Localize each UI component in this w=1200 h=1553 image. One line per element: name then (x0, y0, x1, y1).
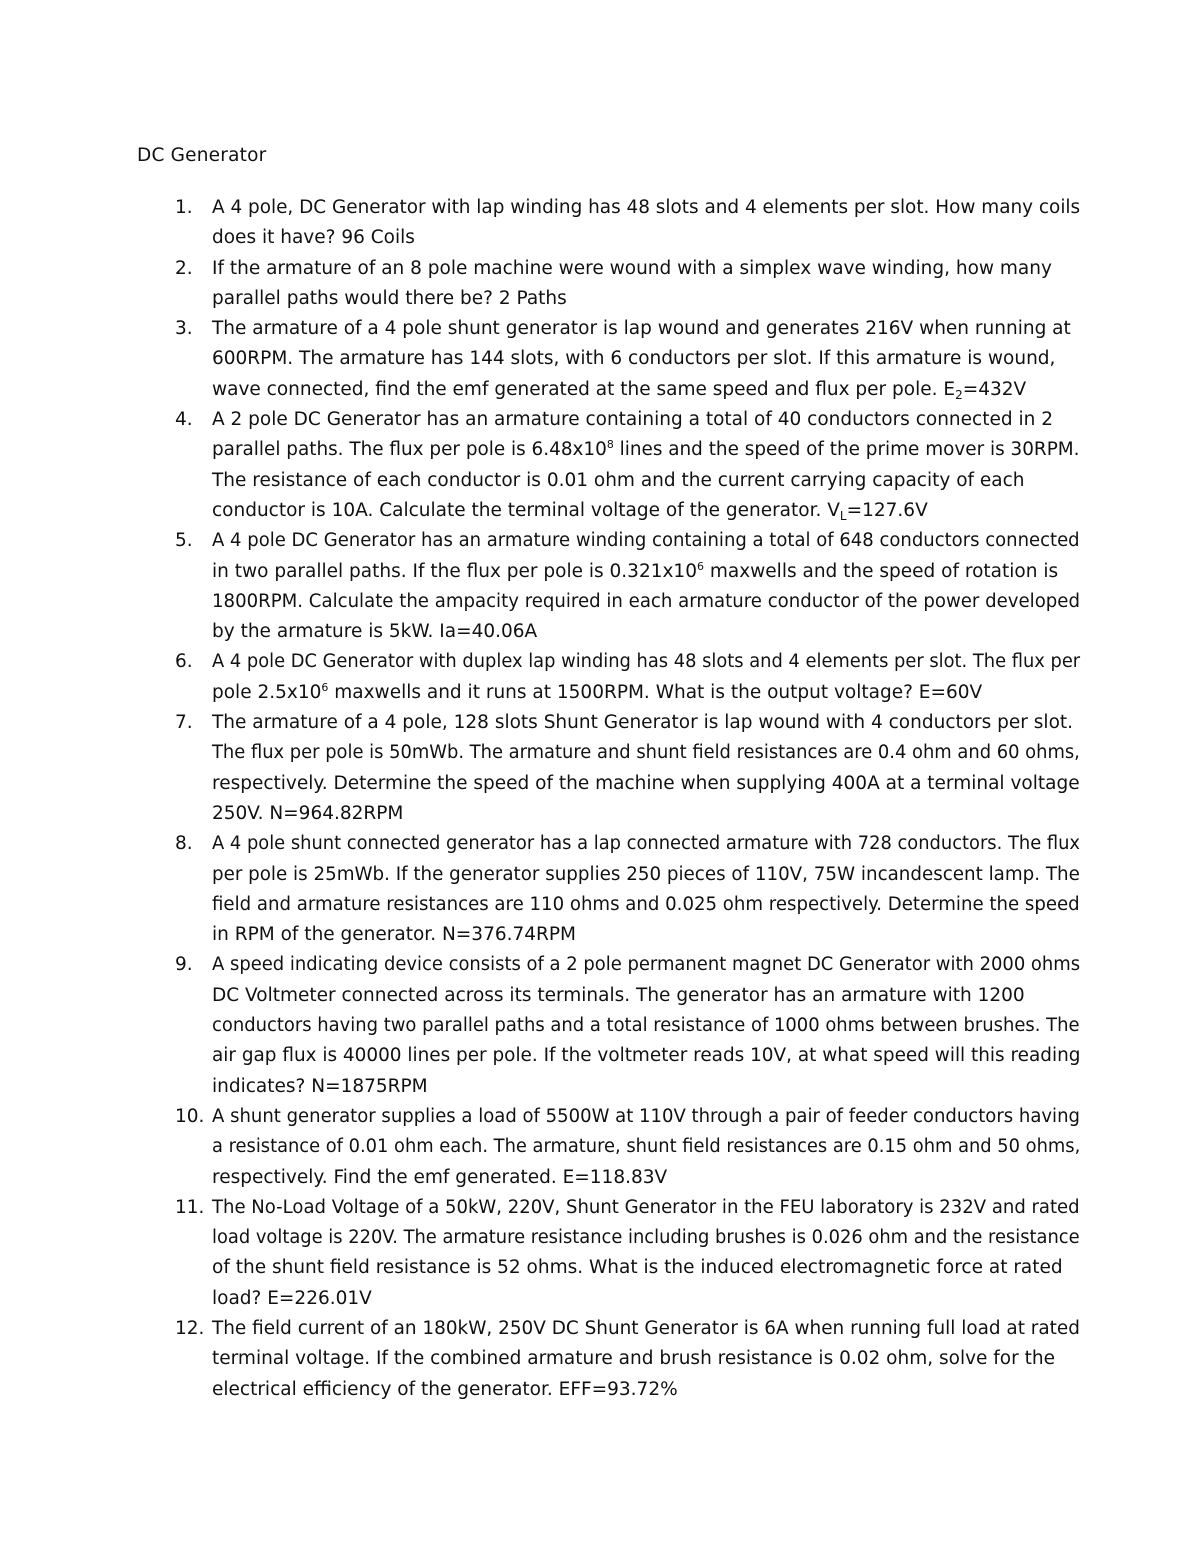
question-line: by the armature is 5kW. Ia=40.06A (212, 621, 538, 643)
question-line (212, 678, 1077, 708)
question-item (137, 193, 1081, 254)
question-line: terminal voltage. If the combined armature and brush resistance is 0.02 ohm, solve for the (212, 1348, 1055, 1370)
question-line: The armature of a 4 pole shunt generator is lap wound and generates 216V when running at (212, 318, 1071, 340)
question-number: 5. (175, 530, 193, 552)
question-line: A 4 pole, DC Generator with lap winding has 48 slots and 4 elements per slot. How many coils (212, 197, 1081, 218)
question-item (137, 1102, 1081, 1193)
question-number: 1. (175, 197, 193, 218)
question-line (212, 496, 1077, 526)
question-line: A 2 pole DC Generator has an armature containing a total of 40 conductors connected in 2 (212, 409, 1053, 431)
question-line: respectively. Find the emf generated. E=118.83V (212, 1166, 668, 1188)
question-line: DC Voltmeter connected across its terminals. The generator has an armature with 1200 (212, 984, 1025, 1006)
question-line: The field current of an 180kW, 250V DC Shunt Generator is 6A when running full load at rated (212, 1317, 1080, 1339)
question-line: A 4 pole DC Generator with duplex lap winding has 48 slots and 4 elements per slot. The flux per (212, 651, 1081, 673)
question-line: The No-Load Voltage of a 50kW, 220V, Shunt Generator in the FEU laboratory is 232V and rated (212, 1196, 1080, 1218)
question-number: 2. (175, 257, 193, 279)
question-number: 7. (175, 712, 193, 734)
question-line: The resistance of each conductor is 0.01 ohm and the current carrying capacity of each (212, 469, 1025, 491)
question-line: load voltage is 220V. The armature resistance including brushes is 0.026 ohm and the resistance (212, 1227, 1080, 1249)
question-line: electrical efficiency of the generator. EFF=93.72% (212, 1378, 678, 1400)
question-line: per pole is 25mWb. If the generator supplies 250 pieces of 110V, 75W incandescent lamp. The (212, 863, 1080, 885)
question-number: 10. (175, 1105, 205, 1127)
question-item (137, 950, 1081, 1101)
question-line: in RPM of the generator. N=376.74RPM (212, 924, 577, 946)
question-line: respectively. Determine the speed of the machine when supplying 400A at a terminal voltage (212, 772, 1080, 794)
question-line: 250V. N=964.82RPM (212, 802, 404, 824)
question-line: load? E=226.01V (212, 1287, 372, 1309)
question-number: 6. (175, 651, 193, 673)
question-line: The armature of a 4 pole, 128 slots Shunt Generator is lap wound with 4 conductors per slot. (212, 712, 1074, 734)
question-item (137, 526, 1080, 647)
question-item (137, 254, 1077, 315)
question-text: conductor is 10A. Calculate the terminal voltage of the generator. V (212, 499, 840, 521)
question-line: 1800RPM. Calculate the ampacity required in each armature conductor of the power developed (212, 590, 1080, 612)
question-number: 9. (175, 954, 193, 976)
question-number: 3. (175, 318, 193, 340)
superscript: 6 (696, 559, 704, 573)
question-line: of the shunt field resistance is 52 ohms. What is the induced electromagnetic force at rated (212, 1257, 1063, 1279)
question-number: 11. (175, 1196, 205, 1218)
question-number: 8. (175, 833, 193, 855)
question-text: lines and the speed of the prime mover is 30RPM. (613, 439, 1080, 461)
question-line: 600RPM. The armature has 144 slots, with 6 conductors per slot. If this armature is wound, (212, 348, 1056, 370)
question-text: wave connected, find the emf generated at the same speed and flux per pole. E (212, 378, 956, 400)
question-number: 4. (175, 409, 193, 431)
question-item (137, 708, 1080, 829)
question-text: parallel paths. The flux per pole is 6.48x10 (212, 439, 607, 461)
question-line: The flux per pole is 50mWb. The armature and shunt field resistances are 0.4 ohm and 60 ohms, (212, 742, 1080, 764)
question-item (137, 1193, 1080, 1314)
question-line: parallel paths would there be? 2 Paths (212, 287, 567, 309)
question-line: air gap flux is 40000 lines per pole. If the voltmeter reads 10V, at what speed will this reading (212, 1045, 1081, 1067)
document-title: DC Generator (137, 145, 267, 166)
question-line: A 4 pole DC Generator has an armature winding containing a total of 648 conductors connected (212, 530, 1080, 552)
question-line (212, 375, 1077, 405)
question-line (212, 435, 1080, 465)
question-line: If the armature of an 8 pole machine were wound with a simplex wave winding, how many (212, 257, 1052, 279)
superscript: 6 (321, 680, 329, 694)
question-line: a resistance of 0.01 ohm each. The armature, shunt field resistances are 0.15 ohm and 50 ohms, (212, 1136, 1081, 1158)
question-number: 12. (175, 1317, 205, 1339)
question-item (137, 405, 1080, 526)
question-line: conductors having two parallel paths and a total resistance of 1000 ohms between brushes. The (212, 1015, 1080, 1037)
question-item (137, 647, 1081, 708)
question-line: does it have? 96 Coils (212, 227, 415, 249)
question-line: indicates? N=1875RPM (212, 1075, 428, 1097)
question-item (137, 829, 1081, 950)
question-line: A shunt generator supplies a load of 5500W at 110V through a pair of feeder conductors having (212, 1105, 1080, 1127)
question-text: maxwells and it runs at 1500RPM. What is the output voltage? E=60V (328, 681, 983, 703)
question-line: field and armature resistances are 110 ohms and 0.025 ohm respectively. Determine the speed (212, 893, 1080, 915)
question-line (212, 557, 1077, 587)
question-line: A 4 pole shunt connected generator has a lap connected armature with 728 conductors. The flux (212, 833, 1081, 855)
subscript: L (839, 508, 847, 523)
question-item (137, 314, 1077, 405)
question-text: pole 2.5x10 (212, 681, 322, 703)
answer-value: =432V (962, 378, 1027, 400)
question-line: A speed indicating device consists of a 2 pole permanent magnet DC Generator with 2000 ohms (212, 954, 1081, 976)
question-list (137, 193, 1081, 1405)
superscript: 8 (606, 438, 614, 452)
question-text: maxwells and the speed of rotation is (703, 560, 1059, 582)
answer-value: =127.6V (846, 499, 928, 521)
question-text: in two parallel paths. If the flux per pole is 0.321x10 (212, 560, 697, 582)
question-item (137, 1314, 1080, 1405)
subscript: 2 (955, 387, 963, 402)
